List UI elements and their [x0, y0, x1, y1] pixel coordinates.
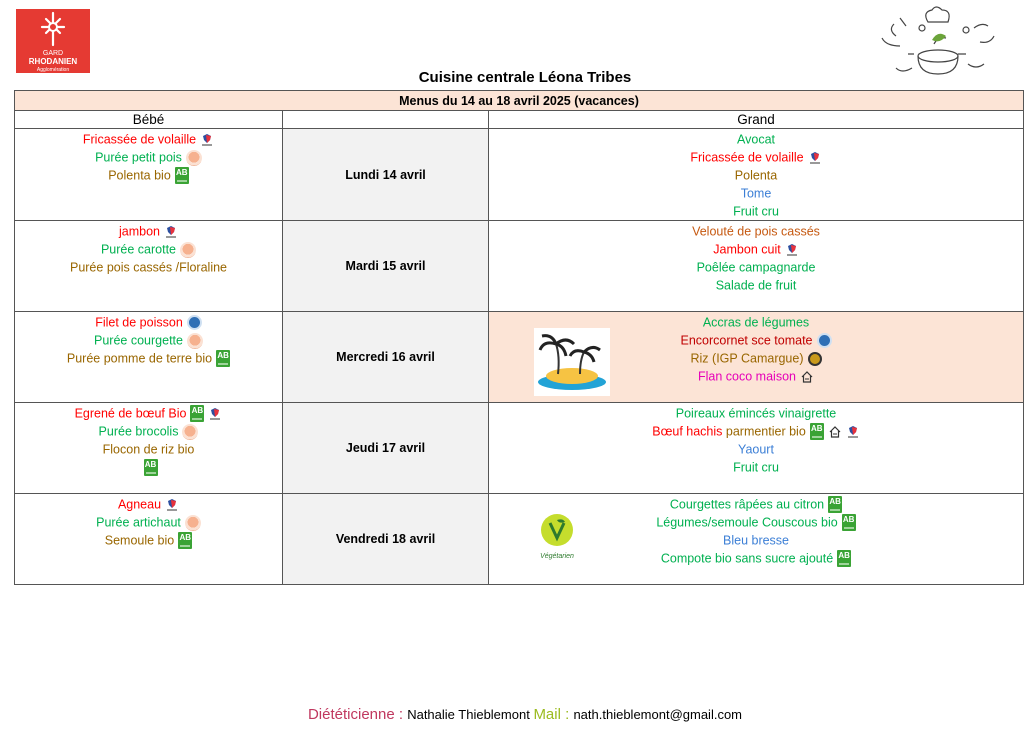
gard-rhodanien-logo [16, 9, 90, 73]
day-row [15, 403, 1024, 494]
dish-line [15, 240, 282, 258]
dish-line [489, 240, 1023, 258]
dish-text-part: parmentier bio [725, 424, 806, 439]
dish-text: Egrené de bœuf Bio [74, 406, 187, 421]
france-label-icon [208, 407, 222, 421]
logo-line-1: GARD [42, 50, 64, 57]
dish-text: Purée carotte [100, 242, 177, 257]
cooking-pot-illustration [876, 6, 1001, 78]
dish-line [489, 404, 1023, 422]
baby-label-icon [186, 150, 202, 166]
dish-line [15, 422, 282, 440]
dish-line [15, 130, 282, 148]
dish-line [15, 513, 282, 531]
organic-ab-icon: AB [828, 496, 842, 513]
dish-text: Purée brocolis [98, 424, 179, 439]
organic-ab-icon: AB [216, 350, 230, 367]
bebe-menu-cell [15, 221, 283, 312]
bebe-menu-cell [15, 403, 283, 494]
homemade-house-icon [800, 370, 814, 384]
day-label: Vendredi 18 avril [283, 494, 489, 585]
france-label-icon [785, 243, 799, 257]
page-title: Cuisine centrale Léona Tribes [418, 69, 632, 86]
dish-text: Tome [740, 186, 772, 201]
dish-text: Accras de légumes [702, 315, 810, 330]
vegetarian-icon [537, 510, 577, 562]
baby-label-icon [187, 333, 203, 349]
france-label-icon [200, 133, 214, 147]
day-label: Jeudi 17 avril [283, 403, 489, 494]
dish-text: Encorcornet sce tomate [680, 333, 813, 348]
menu-period: Menus du 14 au 18 avril 2025 (vacances) [15, 91, 1024, 111]
homemade-house-icon [828, 425, 842, 439]
dish-text: Agneau [117, 497, 162, 512]
dish-text: Fricassée de volaille [690, 150, 804, 165]
baby-label-icon [182, 424, 198, 440]
dish-text: Purée courgette [94, 333, 183, 348]
dish-line [15, 222, 282, 240]
logo-line-3: Agglomération [36, 67, 70, 73]
dietitian-label: Diététicienne : [307, 706, 408, 723]
sustainable-fish-icon [817, 333, 832, 348]
dish-line [15, 404, 282, 422]
mail-address[interactable]: nath.thieblemont@gmail.com [573, 707, 743, 722]
dish-line [489, 166, 1023, 184]
weekly-menu-table [14, 90, 1024, 585]
dish-line [15, 258, 282, 276]
dish-line [489, 422, 1023, 440]
dish-line [489, 130, 1023, 148]
dish-line [15, 495, 282, 513]
bebe-menu-cell [15, 312, 283, 403]
header-bebe: Bébé [15, 111, 283, 129]
dish-line [15, 440, 282, 458]
palm-island-icon [534, 328, 610, 396]
dish-text: Bleu bresse [723, 533, 790, 548]
mail-label: Mail : [533, 706, 574, 723]
bebe-menu-cell [15, 129, 283, 221]
france-label-icon [846, 425, 860, 439]
dish-text: Avocat [737, 132, 775, 147]
dish-text: Flan coco maison [698, 369, 796, 384]
igp-label-icon [808, 352, 822, 366]
sustainable-fish-icon [187, 315, 202, 330]
dish-text: Polenta [734, 168, 778, 183]
dish-line [15, 331, 282, 349]
grand-menu-cell [489, 129, 1024, 221]
organic-ab-icon: AB [810, 423, 824, 440]
organic-ab-icon: AB [842, 514, 856, 531]
vegetarian-label: Végétarien [540, 553, 574, 560]
dish-text: Purée petit pois [95, 150, 182, 165]
dish-line [15, 166, 282, 184]
organic-ab-icon: AB [190, 405, 204, 422]
logo-line-2: RHODANIEN [28, 57, 78, 66]
organic-ab-icon: AB [175, 167, 189, 184]
dish-line [15, 313, 282, 331]
day-label: Mardi 15 avril [283, 221, 489, 312]
dish-text: Salade de fruit [715, 278, 797, 293]
header-middle [283, 111, 489, 129]
grand-menu-cell [489, 494, 1024, 585]
day-label: Mercredi 16 avril [283, 312, 489, 403]
dish-text: Flocon de riz bio [102, 442, 195, 457]
dish-line [489, 222, 1023, 240]
dish-line [489, 202, 1023, 220]
dish-text: Fruit cru [733, 204, 779, 219]
dish-text: Courgettes râpées au citron [669, 497, 825, 512]
france-label-icon [164, 225, 178, 239]
contact-footer [0, 706, 1024, 723]
grand-menu-cell [489, 403, 1024, 494]
france-label-icon [165, 498, 179, 512]
dish-text: Fruit cru [733, 460, 779, 475]
france-label-icon [808, 151, 822, 165]
bebe-menu-cell [15, 494, 283, 585]
dish-text: Bœuf hachis [652, 424, 726, 439]
dish-text: Yaourt [738, 442, 774, 457]
grand-menu-cell [489, 221, 1024, 312]
dish-line [489, 276, 1023, 294]
dish-line [489, 148, 1023, 166]
dish-line [15, 148, 282, 166]
dish-text: Riz (IGP Camargue) [690, 351, 804, 366]
dish-line [489, 440, 1023, 458]
grand-menu-cell [489, 312, 1024, 403]
dish-text: jambon [119, 224, 160, 239]
organic-ab-icon: AB [837, 550, 851, 567]
dish-line [489, 258, 1023, 276]
dish-line [489, 458, 1023, 476]
dish-text: Légumes/semoule Couscous bio [656, 515, 838, 530]
baby-label-icon [185, 515, 201, 531]
header-grand: Grand [489, 111, 1024, 129]
dish-text: Poireaux émincés vinaigrette [675, 406, 837, 421]
dish-line [15, 531, 282, 549]
dish-text: Polenta bio [108, 168, 171, 183]
day-row [15, 312, 1024, 403]
dish-text: Purée pois cassés /Floraline [69, 260, 228, 275]
dish-text: Velouté de pois cassés [692, 224, 820, 239]
dish-line [15, 349, 282, 367]
baby-label-icon [180, 242, 196, 258]
dish-text: Purée pomme de terre bio [66, 351, 213, 366]
cutlery-logo-icon [16, 9, 90, 49]
dish-text: Fricassée de volaille [82, 132, 197, 147]
dietitian-name: Nathalie Thieblemont [407, 707, 534, 722]
organic-ab-icon: AB [178, 532, 192, 549]
day-row [15, 221, 1024, 312]
day-label: Lundi 14 avril [283, 129, 489, 221]
day-row [15, 129, 1024, 221]
organic-ab-icon: AB [144, 459, 158, 476]
dish-text: Semoule bio [104, 533, 175, 548]
dish-text: Poêlée campagnarde [696, 260, 816, 275]
dish-line [489, 184, 1023, 202]
dish-text: Filet de poisson [95, 315, 183, 330]
dish-text: Compote bio sans sucre ajouté [660, 551, 834, 566]
dish-text: Purée artichaut [96, 515, 181, 530]
day-row [15, 494, 1024, 585]
dish-text: Jambon cuit [713, 242, 781, 257]
dish-line [15, 458, 282, 476]
